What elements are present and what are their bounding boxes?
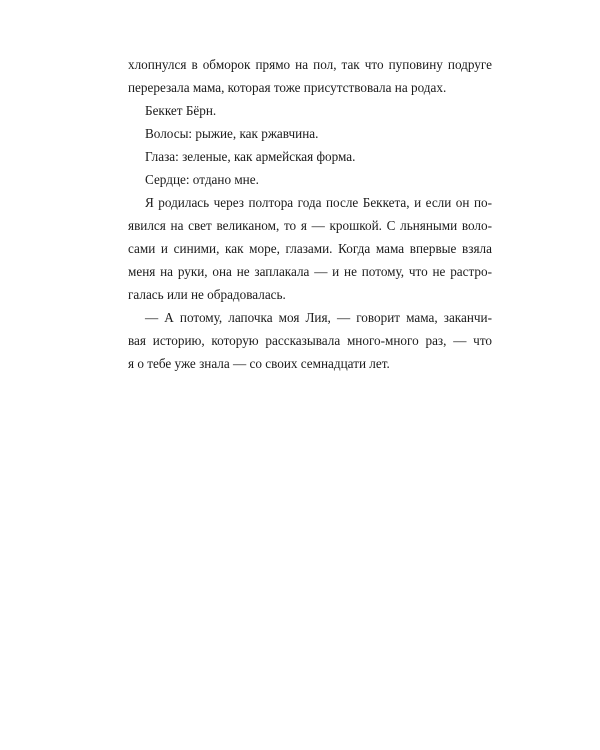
text-line: меня на руки, она не заплакала — и не потому, что не растро- — [128, 264, 492, 279]
text-line: Глаза: зеленые, как армейская форма. — [145, 149, 356, 164]
text-line: я о тебе уже знала — со своих семнадцати лет. — [128, 356, 390, 371]
text-line: Беккет Бёрн. — [145, 103, 217, 118]
text-line: Я родилась через полтора года после Беккета, и если он по- — [145, 195, 492, 210]
text-line: Сердце: отдано мне. — [145, 172, 259, 187]
paragraph — [128, 306, 492, 375]
text-line: перерезала мама, которая тоже присутствовала на родах. — [128, 80, 447, 95]
paragraph — [128, 53, 492, 99]
page-text — [128, 53, 492, 375]
paragraph — [128, 191, 492, 306]
paragraph — [128, 145, 492, 168]
text-line: явился на свет великаном, то я — крошкой. С льняными воло- — [128, 218, 492, 233]
text-line: Волосы: рыжие, как ржавчина. — [145, 126, 319, 141]
text-line: хлопнулся в обморок прямо на пол, так что пуповину подруге — [128, 57, 492, 72]
text-line: вая историю, которую рассказывала много-много раз, — что — [128, 333, 492, 348]
text-line: — А потому, лапочка моя Лия, — говорит мама, заканчи- — [145, 310, 492, 325]
paragraph — [128, 99, 492, 122]
text-line: галась или не обрадовалась. — [128, 287, 286, 302]
paragraph — [128, 168, 492, 191]
text-line: сами и синими, как море, глазами. Когда мама впервые взяла — [128, 241, 492, 256]
paragraph — [128, 122, 492, 145]
